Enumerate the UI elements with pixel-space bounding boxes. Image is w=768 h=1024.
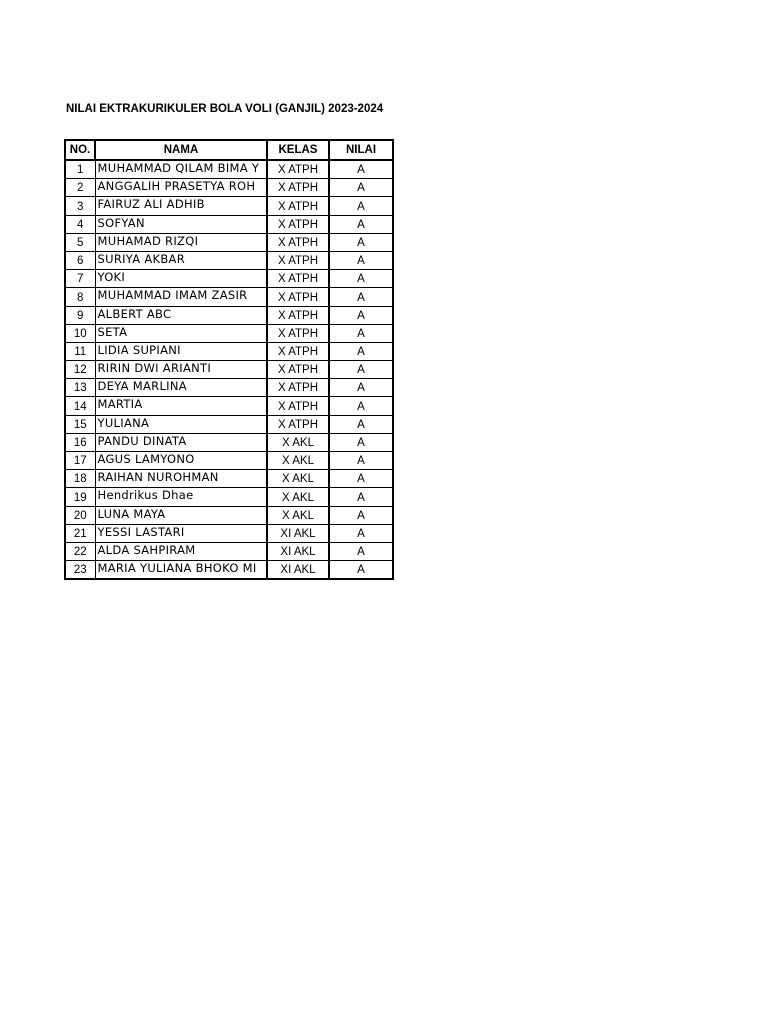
table-row	[65, 433, 393, 451]
table-row	[65, 215, 393, 233]
grades-table	[64, 139, 394, 580]
cell-kelas: X ATPH	[267, 215, 329, 233]
cell-nilai: A	[329, 215, 393, 233]
cell-kelas: X ATPH	[267, 306, 329, 324]
cell-nama: FAIRUZ ALI ADHIB	[95, 197, 267, 215]
cell-nama: MUHAMAD RIZQI	[95, 233, 267, 251]
cell-nilai: A	[329, 270, 393, 288]
cell-no: 17	[65, 452, 95, 470]
header-nilai: NILAI	[329, 140, 393, 160]
cell-kelas: X ATPH	[267, 379, 329, 397]
cell-nama: AGUS LAMYONO	[95, 452, 267, 470]
cell-nilai: A	[329, 561, 393, 580]
cell-nilai: A	[329, 251, 393, 269]
cell-kelas: X ATPH	[267, 288, 329, 306]
cell-no: 10	[65, 324, 95, 342]
cell-kelas: X ATPH	[267, 397, 329, 415]
cell-nama: PANDU DINATA	[95, 433, 267, 451]
table-row	[65, 270, 393, 288]
cell-nilai: A	[329, 288, 393, 306]
table-row	[65, 251, 393, 269]
cell-no: 6	[65, 251, 95, 269]
cell-nama: ALDA SAHPIRAM	[95, 542, 267, 560]
cell-kelas: X ATPH	[267, 324, 329, 342]
cell-kelas: X ATPH	[267, 197, 329, 215]
cell-no: 2	[65, 179, 95, 197]
cell-no: 7	[65, 270, 95, 288]
table-row	[65, 506, 393, 524]
table-row	[65, 233, 393, 251]
cell-nama: YOKI	[95, 270, 267, 288]
cell-kelas: X ATPH	[267, 179, 329, 197]
cell-nama: ANGGALIH PRASETYA ROH	[95, 179, 267, 197]
table-row	[65, 397, 393, 415]
cell-nilai: A	[329, 361, 393, 379]
cell-nilai: A	[329, 179, 393, 197]
cell-nilai: A	[329, 470, 393, 488]
cell-nilai: A	[329, 542, 393, 560]
cell-no: 14	[65, 397, 95, 415]
cell-no: 20	[65, 506, 95, 524]
cell-no: 22	[65, 542, 95, 560]
cell-nama: MARTIA	[95, 397, 267, 415]
cell-no: 11	[65, 342, 95, 360]
cell-nama: YULIANA	[95, 415, 267, 433]
table-row	[65, 524, 393, 542]
cell-kelas: X AKL	[267, 488, 329, 506]
cell-nama: MUHAMMAD IMAM ZASIR	[95, 288, 267, 306]
document-title: NILAI EKTRAKURIKULER BOLA VOLI (GANJIL) 2023-2024	[66, 103, 384, 115]
cell-nama: SETA	[95, 324, 267, 342]
cell-nilai: A	[329, 379, 393, 397]
cell-nama: LIDIA SUPIANI	[95, 342, 267, 360]
cell-nama: SOFYAN	[95, 215, 267, 233]
cell-kelas: X AKL	[267, 470, 329, 488]
cell-kelas: XI AKL	[267, 561, 329, 580]
cell-nilai: A	[329, 452, 393, 470]
table-row	[65, 361, 393, 379]
cell-nilai: A	[329, 524, 393, 542]
cell-kelas: X ATPH	[267, 160, 329, 179]
cell-kelas: X AKL	[267, 433, 329, 451]
table-body	[65, 160, 393, 579]
cell-nama: RIRIN DWI ARIANTI	[95, 361, 267, 379]
cell-kelas: X ATPH	[267, 415, 329, 433]
cell-nilai: A	[329, 506, 393, 524]
cell-nama: MARIA YULIANA BHOKO MI	[95, 561, 267, 580]
cell-nama: MUHAMMAD QILAM BIMA Y	[95, 160, 267, 179]
cell-nilai: A	[329, 197, 393, 215]
cell-no: 1	[65, 160, 95, 179]
cell-no: 3	[65, 197, 95, 215]
cell-kelas: X ATPH	[267, 251, 329, 269]
cell-kelas: X ATPH	[267, 361, 329, 379]
cell-no: 5	[65, 233, 95, 251]
cell-kelas: X ATPH	[267, 233, 329, 251]
table-row	[65, 488, 393, 506]
header-no: NO.	[65, 140, 95, 160]
table-row	[65, 379, 393, 397]
cell-no: 15	[65, 415, 95, 433]
table-header-row	[65, 140, 393, 160]
table-row	[65, 324, 393, 342]
cell-nama: SURIYA AKBAR	[95, 251, 267, 269]
cell-no: 16	[65, 433, 95, 451]
cell-nama: Hendrikus Dhae	[95, 488, 267, 506]
cell-nama: YESSI LASTARI	[95, 524, 267, 542]
table-row	[65, 197, 393, 215]
cell-kelas: X ATPH	[267, 342, 329, 360]
cell-no: 12	[65, 361, 95, 379]
cell-no: 21	[65, 524, 95, 542]
table-row	[65, 306, 393, 324]
cell-kelas: XI AKL	[267, 524, 329, 542]
table-row	[65, 342, 393, 360]
cell-nilai: A	[329, 324, 393, 342]
table-row	[65, 561, 393, 580]
cell-kelas: X AKL	[267, 506, 329, 524]
cell-no: 19	[65, 488, 95, 506]
cell-nilai: A	[329, 342, 393, 360]
cell-no: 8	[65, 288, 95, 306]
table-row	[65, 179, 393, 197]
header-nama: NAMA	[95, 140, 267, 160]
table-row	[65, 452, 393, 470]
cell-kelas: X AKL	[267, 452, 329, 470]
table-row	[65, 288, 393, 306]
cell-no: 9	[65, 306, 95, 324]
header-kelas: KELAS	[267, 140, 329, 160]
cell-no: 4	[65, 215, 95, 233]
cell-no: 23	[65, 561, 95, 580]
cell-kelas: X ATPH	[267, 270, 329, 288]
cell-kelas: XI AKL	[267, 542, 329, 560]
cell-nama: RAIHAN NUROHMAN	[95, 470, 267, 488]
cell-nama: LUNA MAYA	[95, 506, 267, 524]
table-row	[65, 542, 393, 560]
cell-nama: DEYA MARLINA	[95, 379, 267, 397]
cell-nama: ALBERT ABC	[95, 306, 267, 324]
cell-nilai: A	[329, 160, 393, 179]
cell-nilai: A	[329, 306, 393, 324]
table-row	[65, 160, 393, 179]
cell-nilai: A	[329, 433, 393, 451]
cell-nilai: A	[329, 397, 393, 415]
table-row	[65, 415, 393, 433]
cell-no: 18	[65, 470, 95, 488]
cell-nilai: A	[329, 488, 393, 506]
cell-nilai: A	[329, 415, 393, 433]
cell-no: 13	[65, 379, 95, 397]
cell-nilai: A	[329, 233, 393, 251]
table-row	[65, 470, 393, 488]
